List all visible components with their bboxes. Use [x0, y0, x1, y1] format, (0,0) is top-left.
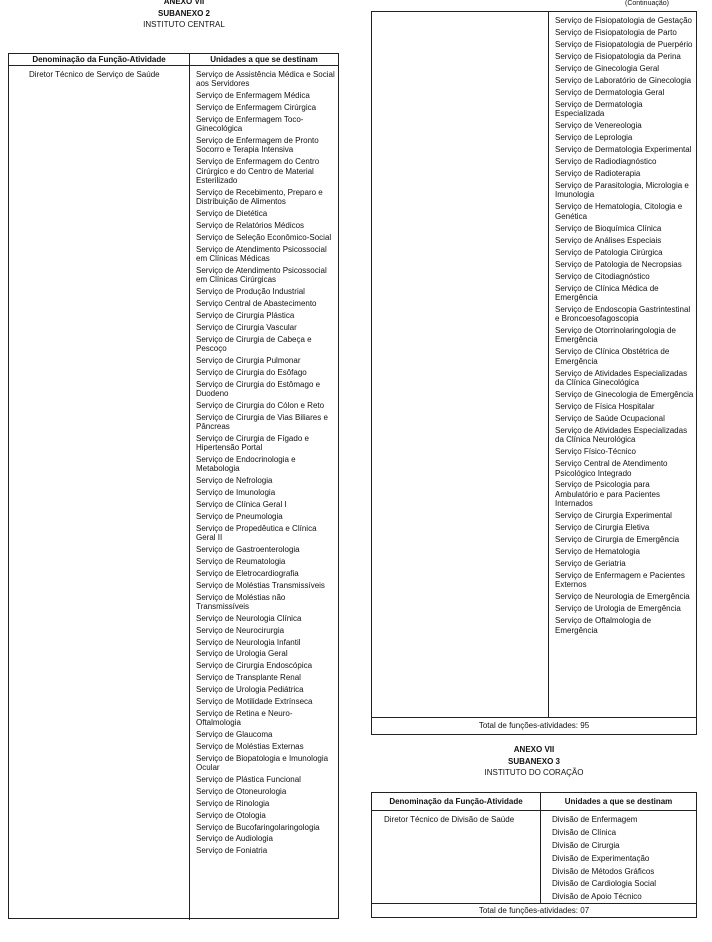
units-cell — [548, 12, 696, 717]
unit-item: Serviço de Urologia Geral — [196, 649, 288, 659]
unit-item: Divisão de Cardiologia Social — [552, 879, 657, 889]
unit-item: Serviço de Glaucoma — [196, 730, 273, 740]
unit-item: Serviço de Transplante Renal — [196, 673, 301, 683]
units-cell — [189, 66, 338, 920]
unit-item: Serviço de Dermatologia Experimental — [555, 145, 692, 155]
unit-item: Serviço de Enfermagem Toco-Ginecológica — [196, 114, 304, 134]
unit-item: Serviço de Pneumologia — [196, 511, 283, 521]
unit-item: Serviço de Enfermagem de Pronto Socorro e Terapia Intensiva — [196, 136, 319, 155]
unit-item: Serviço Físico-Técnico — [555, 447, 636, 457]
institute-title: INSTITUTO CENTRAL — [143, 20, 225, 29]
unit-item: Serviço de Patologia de Necropsias — [555, 259, 682, 269]
unit-item: Serviço de Oftalmologia de Emergência — [555, 616, 652, 635]
unit-item: Serviço de Geriatria — [555, 559, 626, 568]
unit-item: Serviço de Cirurgia de Fígado e Hipertensão Portal — [196, 433, 309, 453]
annex-title: ANEXO VII — [513, 745, 555, 754]
unit-item: Serviço de Rinologia — [196, 798, 270, 808]
unit-item: Serviço de Patologia Cirúrgica — [555, 247, 663, 257]
unit-item: Serviço de Fisiopatologia de Gestação — [555, 16, 692, 25]
function-name: Diretor Técnico de Serviço de Saúde — [29, 70, 160, 79]
unit-item: Serviço de Neurologia Infantil — [196, 637, 301, 647]
function-cell — [372, 12, 548, 717]
unit-item: Serviço de Radiodiagnóstico — [555, 157, 657, 167]
total-text: Total de funções-atividades: 07 — [478, 906, 590, 915]
unit-item: Serviço de Bucofaringolaringologia — [196, 822, 320, 832]
unit-item: Serviço de Endocrinologia e Metabologia — [196, 455, 296, 474]
unit-item: Serviço de Moléstias Externas — [196, 741, 304, 751]
unit-item: Divisão de Apoio Técnico — [552, 892, 642, 902]
left-header — [8, 0, 360, 31]
unit-item: Serviço de Neurocirurgia — [196, 625, 285, 635]
unit-item: Serviço de Cirurgia de Vias Biliares e Pâncreas — [196, 412, 328, 431]
unit-item: Serviço de Neurologia de Emergência — [555, 592, 690, 602]
unit-item: Serviço de Cirurgia Pulmonar — [196, 355, 301, 365]
unit-item: Divisão de Métodos Gráficos — [552, 866, 655, 876]
unit-item: Serviço de Urologia de Emergência — [555, 604, 681, 614]
unit-item: Serviço de Relatórios Médicos — [196, 220, 305, 230]
left-table — [8, 53, 339, 919]
unit-item: Serviço de Hematologia, Citologia e Genética — [555, 202, 683, 221]
unit-item: Serviço de Cirurgia do Estômago e Duodeno — [196, 379, 321, 398]
unit-item: Serviço de Motilidade Extrínseca — [196, 696, 313, 706]
unit-item: Serviço de Citodiagnóstico — [555, 271, 650, 281]
unit-item: Divisão de Clínica — [552, 827, 617, 837]
annex3-total-row — [371, 904, 697, 918]
unit-item: Serviço de Produção Industrial — [196, 287, 305, 297]
unit-item: Serviço de Cirurgia Endoscópica — [196, 661, 313, 671]
table-header — [372, 793, 696, 811]
unit-item: Serviço de Leprologia — [555, 133, 633, 143]
subannex-title: SUBANEXO 2 — [157, 8, 210, 18]
unit-item: Serviço de Enfermagem do Centro Cirúrgico e do Centro de Material Esterilizado — [196, 157, 320, 185]
unit-item: Serviço de Clínica Médica de Emergência — [555, 283, 659, 302]
unit-item: Serviço de Venereologia — [555, 121, 642, 131]
unit-item: Serviço de Neurologia Clínica — [196, 613, 302, 623]
unit-item: Serviço de Laboratório de Ginecologia — [555, 75, 692, 85]
unit-item: Serviço de Dietética — [196, 209, 268, 219]
annex3-table — [371, 792, 697, 904]
unit-item: Serviço de Ginecologia de Emergência — [555, 389, 694, 399]
unit-item: Serviço de Radioterapia — [555, 169, 641, 179]
unit-item: Serviço de Nefrologia — [196, 476, 273, 486]
institute-title: INSTITUTO DO CORAÇÃO — [484, 768, 584, 777]
unit-item: Serviço de Cirurgia Experimental — [555, 511, 672, 521]
unit-item: Serviço de Cirurgia Plástica — [196, 310, 295, 320]
unit-item: Serviço de Plástica Funcional — [196, 775, 301, 785]
unit-item: Divisão de Enfermagem — [552, 815, 638, 824]
unit-item: Serviço de Física Hospitalar — [555, 401, 655, 411]
unit-item: Serviço de Atendimento Psicossocial em Clínicas Cirúrgicas — [196, 265, 327, 285]
units-cell — [540, 811, 696, 904]
unit-item: Serviço de Endoscopia Gastrintestinal e Broncoesofagoscopia — [555, 304, 691, 324]
unit-item: Serviço de Saúde Ocupacional — [555, 413, 665, 423]
function-cell — [372, 811, 540, 904]
unit-item: Serviço de Otoneurologia — [196, 786, 287, 796]
right-total-row — [371, 718, 697, 735]
header-units: Unidades a que se destinam — [540, 793, 696, 810]
unit-item: Serviço de Enfermagem Cirúrgica — [196, 103, 317, 113]
unit-item: Serviço de Urologia Pediátrica — [196, 685, 304, 695]
header-function: Denominação da Função-Atividade — [32, 55, 166, 64]
unit-item: Serviço de Assistência Médica e Social aos Servidores — [196, 70, 335, 89]
unit-item: Serviço de Foniatria — [196, 846, 268, 856]
table-body — [9, 66, 338, 920]
table-header — [9, 54, 338, 66]
unit-item: Serviço de Bioquímica Clínica — [555, 223, 662, 233]
unit-item: Serviço de Propedêutica e Clínica Geral II — [196, 523, 317, 543]
unit-item: Serviço de Otologia — [196, 810, 266, 820]
unit-item: Divisão de Cirurgia — [552, 840, 620, 850]
unit-item: Serviço de Audiologia — [196, 834, 273, 844]
unit-item: Serviço de Cirurgia de Emergência — [555, 535, 680, 545]
unit-item: Serviço de Enfermagem e Pacientes Externos — [555, 570, 685, 590]
unit-item: Serviço de Fisiopatologia da Perina — [555, 51, 681, 61]
unit-item: Serviço de Seleção Econômico-Social — [196, 232, 332, 242]
unit-item: Serviço de Dermatologia Especializada — [555, 99, 643, 119]
continuation-label: (Continuação) — [625, 0, 669, 7]
unit-item: Serviço de Retina e Neuro-Oftalmologia — [196, 708, 293, 728]
unit-item: Serviço de Cirurgia do Cólon e Reto — [196, 400, 325, 410]
unit-item: Serviço de Clínica Obstétrica de Emergência — [555, 347, 670, 366]
table-body — [372, 12, 696, 717]
unit-item: Serviço Central de Abastecimento — [196, 298, 317, 308]
table-body — [372, 811, 696, 904]
unit-item: Divisão de Experimentação — [552, 853, 650, 863]
annex3-header — [371, 744, 697, 779]
unit-item: Serviço de Eletrocardiografia — [196, 568, 299, 578]
unit-item: Serviço de Cirurgia do Esôfago — [196, 367, 307, 377]
unit-item: Serviço de Parasitologia, Micrologia e Imunologia — [555, 181, 689, 200]
unit-item: Serviço de Cirurgia Eletiva — [555, 523, 650, 533]
unit-item: Serviço de Ginecologia Geral — [555, 63, 660, 73]
unit-item: Serviço de Enfermagem Médica — [196, 91, 310, 101]
header-function: Denominação da Função-Atividade — [389, 797, 523, 806]
unit-item: Serviço de Atividades Especializadas da Clínica Neurológica — [555, 425, 688, 445]
unit-item: Serviço de Clínica Geral I — [196, 500, 287, 510]
unit-item: Serviço de Atividades Especializadas da Clínica Ginecológica — [555, 368, 688, 387]
unit-item: Serviço de Moléstias Transmissíveis — [196, 580, 325, 590]
function-cell — [9, 66, 189, 920]
right-table — [371, 11, 697, 718]
unit-item: Serviço de Fisiopatologia de Puerpério — [555, 39, 693, 49]
total-text: Total de funções-atividades: 95 — [478, 721, 590, 730]
unit-item: Serviço de Dermatologia Geral — [555, 87, 665, 97]
unit-item: Serviço de Biopatologia e Imunologia Ocular — [196, 753, 329, 773]
unit-item: Serviço de Imunologia — [196, 488, 276, 498]
header-units: Unidades a que se destinam — [189, 54, 338, 65]
function-name: Diretor Técnico de Divisão de Saúde — [384, 815, 515, 824]
unit-item: Serviço Central de Atendimento Psicológico Integrado — [555, 459, 668, 478]
unit-item: Serviço de Análises Especiais — [555, 235, 662, 245]
subannex-title: SUBANEXO 3 — [507, 756, 560, 766]
unit-item: Serviço de Reumatologia — [196, 556, 286, 566]
annex-title: ANEXO VII — [163, 0, 205, 6]
unit-item: Serviço de Recebimento, Preparo e Distribuição de Alimentos — [196, 187, 323, 207]
unit-item: Serviço de Gastroenterologia — [196, 544, 300, 554]
unit-item: Serviço de Atendimento Psicossocial em Clínicas Médicas — [196, 244, 327, 263]
unit-item: Serviço de Cirurgia de Cabeça e Pescoço — [196, 334, 312, 353]
unit-item: Serviço de Psicologia para Ambulatório e para Pacientes Internados — [555, 480, 660, 509]
unit-item: Serviço de Otorrinolaringologia de Emergência — [555, 326, 676, 345]
unit-item: Serviço de Fisiopatologia de Parto — [555, 27, 677, 37]
unit-item: Serviço de Cirurgia Vascular — [196, 322, 297, 332]
unit-item: Serviço de Hematologia — [555, 547, 640, 557]
unit-item: Serviço de Moléstias não Transmissíveis — [196, 592, 286, 611]
